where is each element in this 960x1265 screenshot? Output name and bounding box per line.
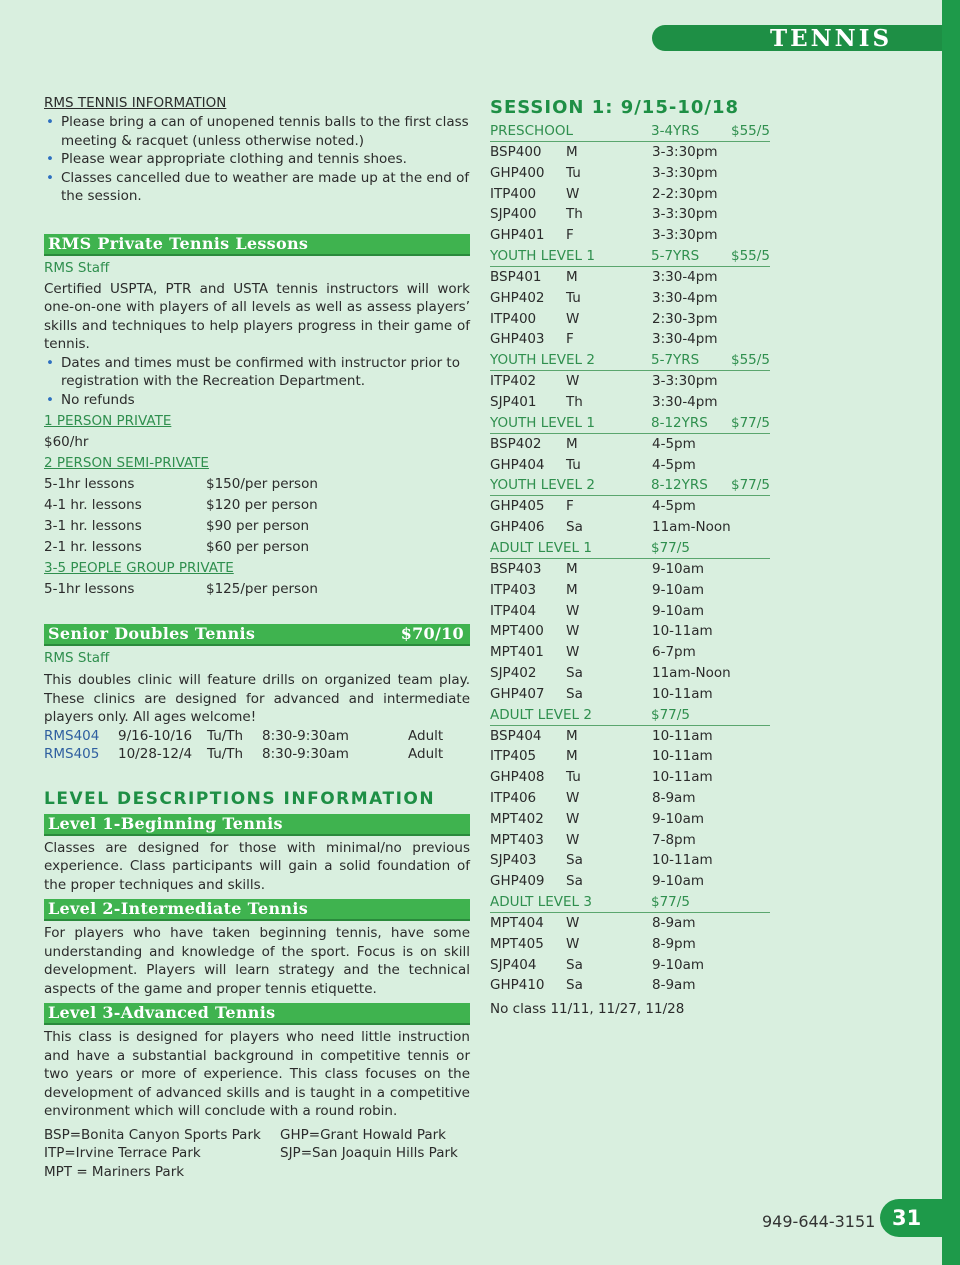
class-code: ITP402	[490, 373, 537, 390]
level-bar	[44, 1003, 470, 1025]
class-time: 3:30-4pm	[652, 393, 718, 410]
category-name: ADULT LEVEL 1	[490, 539, 592, 556]
class-day: Tu	[566, 164, 581, 181]
class-time: 9-10am	[652, 873, 705, 890]
class-code: MPT404	[490, 914, 544, 931]
class-code: GHP400	[490, 164, 545, 181]
class-code: GHP402	[490, 289, 545, 306]
class-day: W	[566, 623, 580, 640]
class-row	[490, 392, 790, 413]
class-day: Sa	[566, 873, 583, 890]
category-name: ADULT LEVEL 2	[490, 706, 592, 723]
class-code: ITP406	[490, 789, 537, 806]
class-time: 10-11am	[652, 727, 713, 744]
class-age: Adult	[408, 746, 444, 762]
class-day: Tu	[566, 289, 581, 306]
class-row	[490, 621, 790, 642]
class-day: M	[566, 581, 578, 598]
class-row	[490, 913, 790, 934]
category-price: $55/5	[731, 352, 770, 369]
senior-class-row	[44, 745, 470, 764]
class-time: 3-3:30pm	[652, 227, 718, 244]
category-name: ADULT LEVEL 3	[490, 893, 592, 910]
class-row	[490, 434, 790, 455]
class-day: M	[566, 748, 578, 765]
semi-lessons: 3-1 hr. lessons	[44, 518, 142, 534]
park-legend: ITP=Irvine Terrace Park	[44, 1145, 201, 1161]
park-legend: SJP=San Joaquin Hills Park	[280, 1145, 458, 1161]
class-time: 8-9am	[652, 914, 696, 931]
class-code: BSP400	[490, 144, 542, 160]
class-row	[490, 934, 790, 955]
class-code: RMS404	[44, 727, 100, 744]
private-bullet: • No refunds	[44, 391, 470, 410]
section-title: TENNIS	[770, 25, 893, 52]
class-day: W	[566, 644, 580, 661]
class-day: Tu/Th	[207, 727, 244, 744]
group-price: $125/per person	[206, 581, 318, 597]
class-code: SJP401	[490, 393, 537, 410]
class-row	[490, 726, 790, 747]
level-bar	[44, 899, 470, 921]
class-day: Sa	[566, 685, 583, 702]
class-time: 4-5pm	[652, 435, 696, 452]
category-age: 8-12YRS	[651, 477, 708, 494]
class-code: ITP400	[490, 185, 537, 202]
class-day: Sa	[566, 519, 583, 536]
category-age: 5-7YRS	[651, 352, 700, 369]
class-day: Sa	[566, 852, 583, 869]
one-person-price: $60/hr	[44, 434, 89, 450]
schedule-category	[490, 121, 770, 142]
class-row	[490, 642, 790, 663]
class-time: 3-3:30pm	[652, 206, 718, 223]
private-lessons-bar	[44, 234, 470, 256]
info-bullet: • Please wear appropriate clothing and tennis shoes.	[44, 150, 470, 169]
category-age: 3-4YRS	[651, 123, 700, 139]
semi-row	[44, 516, 470, 537]
info-bullet: • Please bring a can of unopened tennis balls to the first class meeting & racquet (unless otherwise noted.)	[44, 113, 470, 150]
class-row	[490, 975, 790, 996]
class-day: F	[566, 331, 574, 348]
category-age: 5-7YRS	[651, 247, 700, 264]
class-time: 3-3:30pm	[652, 373, 718, 390]
class-row	[490, 580, 790, 601]
senior-doubles-title: Senior Doubles Tennis	[48, 624, 256, 643]
class-code: MPT403	[490, 831, 544, 848]
category-age: 8-12YRS	[651, 414, 708, 431]
level-descriptions-heading: LEVEL DESCRIPTIONS INFORMATION	[44, 788, 436, 809]
left-column	[44, 94, 470, 1181]
class-row	[490, 559, 790, 580]
class-code: ITP400	[490, 310, 537, 327]
class-row	[490, 329, 790, 350]
class-day: W	[566, 914, 580, 931]
class-row	[490, 684, 790, 705]
class-time: 9-10am	[652, 956, 705, 973]
park-legend-row	[44, 1126, 470, 1145]
class-code: GHP403	[490, 331, 545, 348]
class-day: Sa	[566, 956, 583, 973]
info-bullets	[44, 113, 470, 206]
class-day: F	[566, 227, 574, 244]
schedule-category	[490, 350, 770, 371]
semi-price: $150/per person	[206, 476, 318, 492]
class-code: ITP405	[490, 748, 537, 765]
class-time: 10-11am	[652, 748, 713, 765]
class-code: BSP401	[490, 268, 542, 285]
category-name: YOUTH LEVEL 2	[490, 477, 595, 494]
class-day: F	[566, 498, 574, 515]
category-name: YOUTH LEVEL 1	[490, 414, 595, 431]
semi-lessons: 5-1hr lessons	[44, 476, 135, 492]
class-day: Sa	[566, 977, 583, 994]
class-time: 10-11am	[652, 623, 713, 640]
class-code: ITP403	[490, 581, 537, 598]
class-code: GHP408	[490, 769, 545, 786]
class-code: GHP410	[490, 977, 545, 994]
class-day: Th	[566, 206, 583, 223]
semi-row	[44, 474, 470, 495]
class-code: GHP409	[490, 873, 545, 890]
class-row	[490, 204, 790, 225]
right-column	[490, 97, 790, 1020]
schedule-category	[490, 413, 770, 434]
class-code: SJP404	[490, 956, 537, 973]
senior-class-row	[44, 727, 470, 746]
class-code: SJP403	[490, 852, 537, 869]
private-bullets	[44, 354, 470, 410]
class-day: W	[566, 935, 580, 952]
semi-lessons: 4-1 hr. lessons	[44, 497, 142, 513]
category-price: $55/5	[731, 247, 770, 264]
class-row	[490, 455, 790, 476]
class-row	[490, 371, 790, 392]
class-dates: 9/16-10/16	[118, 727, 193, 744]
level-title: Level 1-Beginning Tennis	[48, 813, 283, 833]
class-row	[490, 746, 790, 767]
semi-row	[44, 495, 470, 516]
class-time: 9-10am	[652, 560, 705, 577]
group-lessons: 5-1hr lessons	[44, 581, 135, 597]
semi-row	[44, 537, 470, 558]
park-legend-row	[44, 1144, 470, 1163]
category-name: YOUTH LEVEL 1	[490, 247, 595, 264]
class-day: W	[566, 789, 580, 806]
class-time: 3:30-4pm	[652, 268, 718, 285]
semi-price: $120 per person	[206, 497, 318, 513]
class-row	[490, 830, 790, 851]
class-row	[490, 267, 790, 288]
class-row	[490, 225, 790, 246]
park-legend: MPT = Mariners Park	[44, 1163, 185, 1180]
schedule-category	[490, 475, 770, 496]
class-dates: 10/28-12/4	[118, 746, 193, 762]
senior-doubles-price: $70/10	[400, 624, 464, 643]
class-day: Tu	[566, 456, 581, 473]
schedule-category	[490, 892, 770, 913]
class-code: GHP407	[490, 685, 545, 702]
class-code: SJP402	[490, 664, 537, 681]
class-row	[490, 809, 790, 830]
schedule-category	[490, 538, 770, 559]
class-time: 2:30-3pm	[652, 310, 718, 327]
one-person-title: 1 PERSON PRIVATE	[44, 413, 172, 429]
class-time: 3:30-4pm	[652, 331, 718, 348]
class-row	[490, 663, 790, 684]
class-day: M	[566, 144, 578, 160]
class-code: GHP405	[490, 498, 545, 515]
phone-number: 949-644-3151	[762, 1212, 876, 1231]
category-name: YOUTH LEVEL 2	[490, 352, 595, 369]
level-title: Level 3-Advanced Tennis	[48, 1003, 276, 1022]
class-row	[490, 163, 790, 184]
class-time: 3:30-4pm	[652, 289, 718, 306]
class-row	[490, 767, 790, 788]
class-row	[490, 184, 790, 205]
class-row	[490, 496, 790, 517]
category-price: $55/5	[731, 123, 770, 139]
category-age: $77/5	[651, 706, 690, 723]
class-time: 8-9am	[652, 977, 696, 994]
class-code: BSP402	[490, 435, 542, 452]
level-description: Classes are designed for those with minimal/no previous experience. Class participants will gain a solid foundation of the proper techniques and skills.	[44, 839, 470, 893]
class-time: 10-11am	[652, 769, 713, 786]
class-day: W	[566, 602, 580, 619]
private-staff: RMS Staff	[44, 259, 110, 276]
level-bar	[44, 814, 470, 836]
private-lessons-title: RMS Private Tennis Lessons	[48, 233, 309, 253]
semi-price: $90 per person	[206, 518, 310, 534]
private-bullet: • Dates and times must be confirmed with instructor prior to registration with the Recreation Department.	[44, 354, 470, 391]
class-day: M	[566, 727, 578, 744]
class-time: 7-8pm	[652, 831, 696, 848]
park-legend-row	[44, 1163, 470, 1182]
schedule-category	[490, 705, 770, 726]
class-day: M	[566, 560, 578, 577]
page-edge-stripe	[942, 0, 960, 1265]
semi-lessons: 2-1 hr. lessons	[44, 539, 142, 555]
class-code: GHP401	[490, 227, 545, 244]
class-row	[490, 517, 790, 538]
session-note: No class 11/11, 11/27, 11/28	[490, 1001, 685, 1018]
semi-private-title: 2 PERSON SEMI-PRIVATE	[44, 455, 209, 471]
session-schedule	[490, 121, 790, 996]
class-day: W	[566, 810, 580, 827]
class-time: 4-5pm	[652, 498, 696, 515]
group-row	[44, 579, 470, 600]
class-time: 10-11am	[652, 685, 713, 702]
section-tab	[652, 25, 942, 51]
class-row	[490, 955, 790, 976]
class-time: 8:30-9:30am	[262, 746, 349, 762]
category-age: $77/5	[651, 893, 690, 910]
class-code: MPT401	[490, 644, 544, 661]
class-row	[490, 871, 790, 892]
class-day: M	[566, 268, 578, 285]
park-legend: BSP=Bonita Canyon Sports Park	[44, 1126, 261, 1143]
senior-description: This doubles clinic will feature drills on organized team play. These clinics are designed for advanced and intermediate players only. All ages welcome!	[44, 672, 470, 725]
class-row	[490, 142, 790, 163]
senior-staff: RMS Staff	[44, 650, 110, 666]
class-day: W	[566, 310, 580, 327]
class-row	[490, 309, 790, 330]
class-code: MPT402	[490, 810, 544, 827]
class-time: 8-9am	[652, 789, 696, 806]
class-code: BSP403	[490, 560, 542, 577]
class-time: 9-10am	[652, 581, 705, 598]
class-day: Sa	[566, 664, 583, 681]
session-title: SESSION 1: 9/15-10/18	[490, 97, 739, 118]
category-name: PRESCHOOL	[490, 123, 573, 139]
class-code: GHP406	[490, 519, 545, 536]
class-time: 3-3:30pm	[652, 144, 718, 160]
class-row	[490, 850, 790, 871]
class-code: ITP404	[490, 602, 537, 619]
private-description: Certified USPTA, PTR and USTA tennis instructors will work one-on-one with players of all levels as well as assess players’ skills and techniques to help players progress in their game of tennis.	[44, 280, 470, 352]
class-row	[490, 601, 790, 622]
class-day: W	[566, 831, 580, 848]
class-code: BSP404	[490, 727, 542, 744]
group-private-title: 3-5 PEOPLE GROUP PRIVATE	[44, 560, 234, 576]
class-code: GHP404	[490, 456, 545, 473]
park-legend: GHP=Grant Howald Park	[280, 1126, 447, 1143]
class-day: Tu/Th	[207, 746, 244, 762]
class-time: 11am-Noon	[652, 519, 731, 536]
class-day: W	[566, 373, 580, 390]
senior-doubles-bar	[44, 624, 470, 646]
schedule-category	[490, 246, 770, 267]
class-row	[490, 288, 790, 309]
class-time: 2-2:30pm	[652, 185, 718, 202]
category-age: $77/5	[651, 539, 690, 556]
class-time: 8:30-9:30am	[262, 727, 349, 744]
class-time: 10-11am	[652, 852, 713, 869]
semi-price: $60 per person	[206, 539, 310, 555]
class-code: SJP400	[490, 206, 537, 223]
class-code: MPT405	[490, 935, 544, 952]
class-day: Tu	[566, 769, 581, 786]
class-day: Th	[566, 393, 583, 410]
class-age: Adult	[408, 727, 444, 744]
class-time: 11am-Noon	[652, 664, 731, 681]
category-price: $77/5	[731, 477, 770, 494]
class-time: 3-3:30pm	[652, 164, 718, 181]
class-row	[490, 788, 790, 809]
class-time: 9-10am	[652, 810, 705, 827]
class-time: 9-10am	[652, 602, 705, 619]
class-code: MPT400	[490, 623, 544, 640]
class-day: W	[566, 185, 580, 202]
info-title: RMS TENNIS INFORMATION	[44, 95, 227, 111]
class-time: 6-7pm	[652, 644, 696, 661]
page-number: 31	[880, 1199, 942, 1237]
class-code: RMS405	[44, 746, 100, 762]
category-price: $77/5	[731, 414, 770, 431]
info-bullet: • Classes cancelled due to weather are made up at the end of the session.	[44, 169, 470, 206]
class-time: 8-9pm	[652, 935, 696, 952]
level-description: For players who have taken beginning tennis, have some understanding and knowledge of the sport. Focus is on skill development. Players will learn strategy and the technical aspects of the game and proper tennis etiquette.	[44, 925, 470, 997]
class-day: M	[566, 435, 578, 452]
level-description: This class is designed for players who need little instruction and have a substantial background in competitive tennis or two years or more of experience. This class focuses on the development of advanced skills and is taught in a competitive environment which will conclude with a round robin.	[44, 1029, 470, 1119]
class-time: 4-5pm	[652, 456, 696, 473]
level-title: Level 2-Intermediate Tennis	[48, 899, 309, 918]
